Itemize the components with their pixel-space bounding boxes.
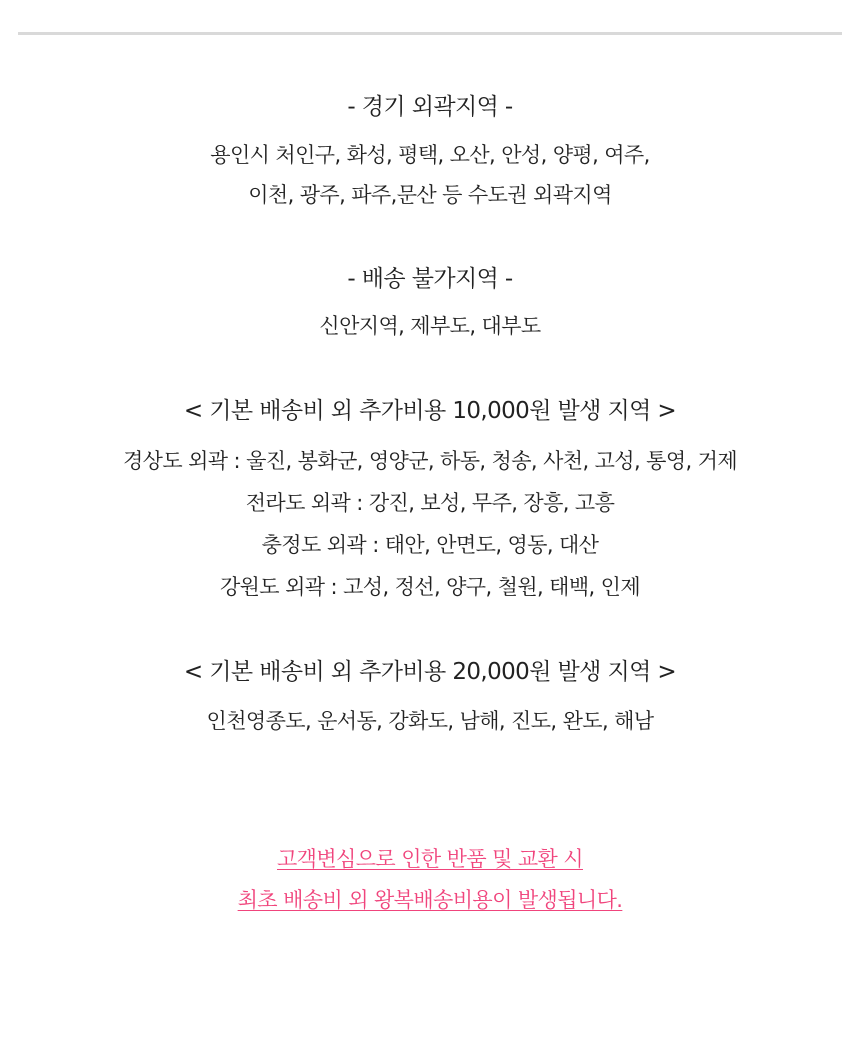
chungcheong-outskirts: 충정도 외곽 : 태안, 안면도, 영동, 대산 — [261, 533, 599, 557]
return-notice-line-1: 고객변심으로 인한 반품 및 교환 시 — [277, 847, 583, 871]
gyeonggi-regions-line-2: 이천, 광주, 파주,문산 등 수도권 외곽지역 — [248, 183, 612, 207]
gyeonggi-heading: - 경기 외곽지역 - — [347, 94, 513, 120]
extra-10000-heading: < 기본 배송비 외 추가비용 10,000원 발생 지역 > — [183, 398, 677, 424]
gyeonggi-regions-line-1: 용인시 처인구, 화성, 평택, 오산, 안성, 양평, 여주, — [210, 143, 650, 167]
gangwon-outskirts: 강원도 외곽 : 고성, 정선, 양구, 철원, 태백, 인제 — [219, 575, 641, 599]
jeolla-outskirts: 전라도 외곽 : 강진, 보성, 무주, 장흥, 고흥 — [245, 491, 615, 515]
top-divider — [18, 32, 842, 35]
unavailable-regions: 신안지역, 제부도, 대부도 — [319, 314, 541, 338]
return-notice-line-2: 최초 배송비 외 왕복배송비용이 발생됩니다. — [237, 888, 623, 912]
unavailable-heading: - 배송 불가지역 - — [347, 266, 513, 292]
extra-20000-heading: < 기본 배송비 외 추가비용 20,000원 발생 지역 > — [183, 659, 677, 685]
extra-20000-regions: 인천영종도, 운서동, 강화도, 남해, 진도, 완도, 해남 — [206, 709, 654, 733]
gyeongsang-outskirts: 경상도 외곽 : 울진, 봉화군, 영양군, 하동, 청송, 사천, 고성, 통영, 거제 — [122, 449, 738, 473]
